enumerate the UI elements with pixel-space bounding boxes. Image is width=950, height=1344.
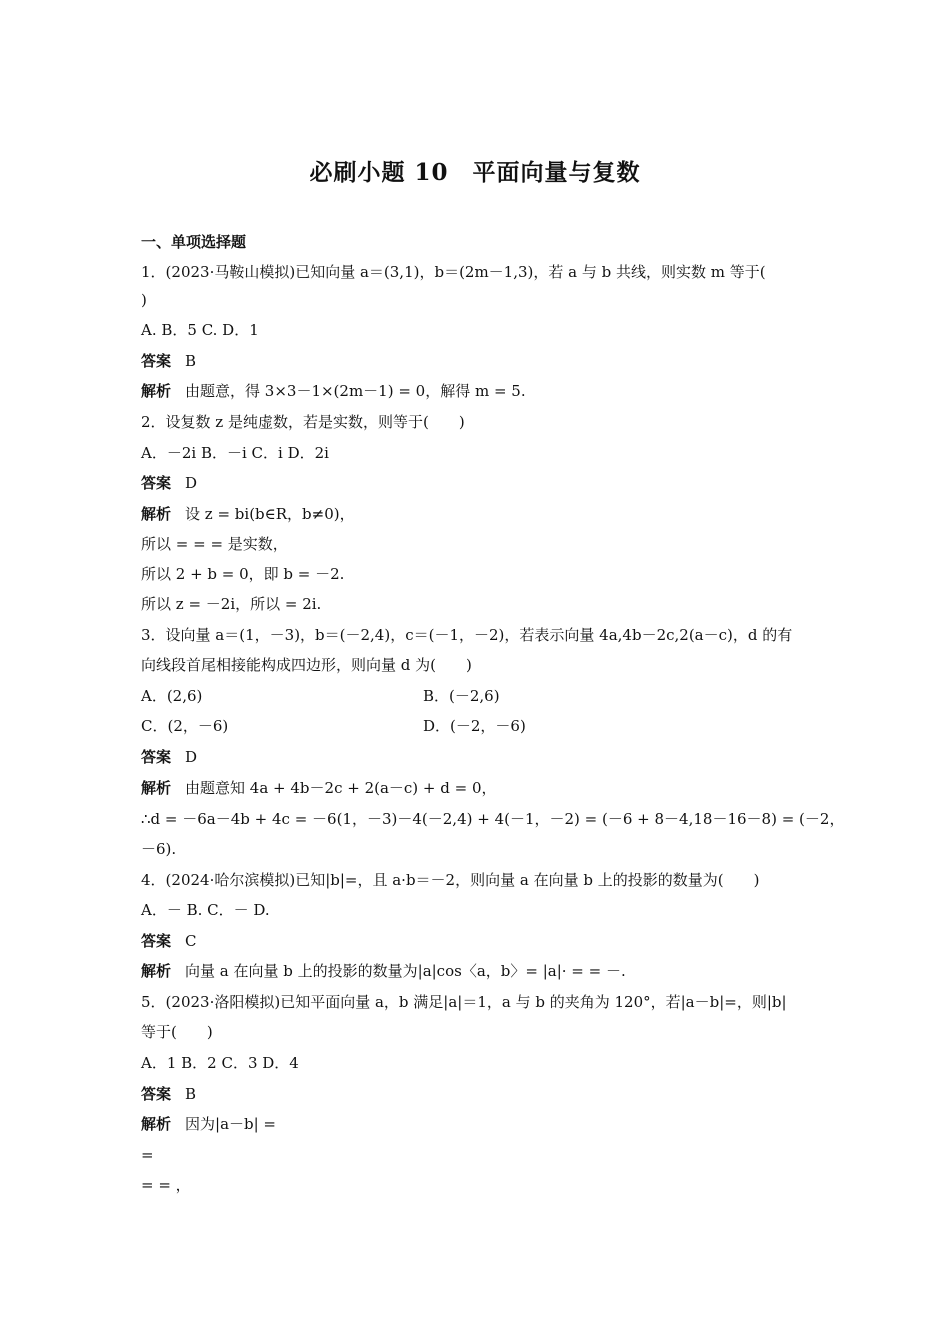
question-2-options: A．－2i B．－i C．i D．2i — [141, 444, 329, 462]
analysis-text: 设 z = bi(b∈R，b≠0)， — [185, 505, 355, 523]
analysis-label: 解析 — [141, 962, 172, 980]
answer-value: D — [185, 474, 198, 492]
answer-label: 答案 — [141, 474, 172, 492]
analysis-text: 由题意，得 3×3－1×(2m－1) = 0，解得 m = 5. — [185, 382, 526, 400]
section-heading: 一、单项选择题 — [141, 233, 247, 251]
analysis-label: 解析 — [141, 382, 172, 400]
analysis-line: －6). — [141, 840, 177, 858]
analysis-line: = — [141, 1146, 154, 1164]
answer-value: D — [185, 748, 198, 766]
answer-label: 答案 — [141, 1085, 172, 1103]
question-1-stem: 1．(2023·马鞍山模拟)已知向量 a＝(3,1)，b＝(2m－1,3)，若 a 与 b 共线，则实数 m 等于( — [141, 263, 766, 281]
answer-label: 答案 — [141, 352, 172, 370]
question-2-answer — [141, 473, 811, 493]
answer-label: 答案 — [141, 748, 172, 766]
analysis-line: 所以 z = －2i，所以 = 2i. — [141, 595, 322, 613]
analysis-label: 解析 — [141, 779, 172, 797]
answer-value: B — [185, 352, 197, 370]
analysis-line: 所以 = = = 是实数， — [141, 535, 288, 553]
question-2-analysis — [141, 504, 811, 524]
question-3-options-row-2 — [141, 716, 811, 736]
question-5-analysis — [141, 1114, 811, 1134]
analysis-line: = = ， — [141, 1176, 191, 1194]
answer-label: 答案 — [141, 932, 172, 950]
question-4-answer — [141, 931, 811, 951]
analysis-text: 因为|a－b| = — [185, 1115, 277, 1133]
question-1-answer — [141, 351, 811, 371]
answer-value: C — [185, 932, 197, 950]
question-2-stem: 2．设复数 z 是纯虚数，若是实数，则等于( ) — [141, 413, 465, 431]
question-5-answer — [141, 1084, 811, 1104]
question-3-answer — [141, 747, 811, 767]
question-3-analysis — [141, 778, 811, 798]
option-c: C．(2，－6) — [141, 717, 229, 735]
analysis-line: ∴d = －6a－4b + 4c = －6(1，－3)－4(－2,4) + 4(－1，－2) = (－6 + 8－4,18－16－8) = (－2， — [141, 810, 845, 828]
page-title: 必刷小题 10 平面向量与复数 — [309, 159, 641, 186]
option-d: D．(－2，－6) — [423, 717, 526, 735]
question-5-options: A．1 B．2 C．3 D．4 — [141, 1054, 299, 1072]
question-1-analysis — [141, 381, 811, 401]
question-3-stem: 3．设向量 a＝(1，－3)，b＝(－2,4)，c＝(－1，－2)，若表示向量 4a,4b－2c,2(a－c)，d 的有 — [141, 626, 793, 644]
analysis-text: 向量 a 在向量 b 上的投影的数量为|a|cos〈a，b〉= |a|· = = －. — [185, 962, 626, 980]
question-3-options-row-1 — [141, 686, 811, 706]
question-5-stem-cont: 等于( ) — [141, 1023, 213, 1041]
question-5-stem: 5．(2023·洛阳模拟)已知平面向量 a，b 满足|a|＝1，a 与 b 的夹角为 120°，若|a－b|=，则|b| — [141, 993, 787, 1011]
answer-value: B — [185, 1085, 197, 1103]
question-3-stem-cont: 向线段首尾相接能构成四边形，则向量 d 为( ) — [141, 656, 472, 674]
analysis-line: 所以 2 + b = 0，即 b = －2. — [141, 565, 345, 583]
question-4-options: A．－ B. C．－ D. — [141, 901, 270, 919]
analysis-label: 解析 — [141, 1115, 172, 1133]
analysis-text: 由题意知 4a + 4b－2c + 2(a－c) + d = 0， — [185, 779, 497, 797]
question-1-options: A. B．5 C. D．1 — [141, 321, 259, 339]
option-b: B．(－2,6) — [423, 687, 500, 705]
question-4-stem: 4．(2024·哈尔滨模拟)已知|b|=，且 a·b＝－2，则向量 a 在向量 b 上的投影的数量为( ) — [141, 871, 760, 889]
question-4-analysis — [141, 961, 811, 981]
question-1-stem-cont: ) — [141, 291, 147, 309]
analysis-label: 解析 — [141, 505, 172, 523]
option-a: A．(2,6) — [141, 687, 203, 705]
